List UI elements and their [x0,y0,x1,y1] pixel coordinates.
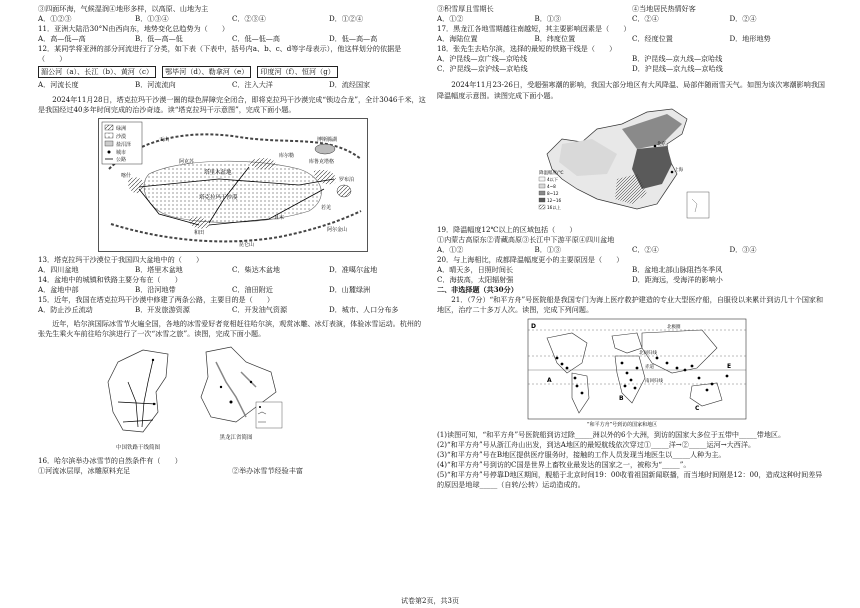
statement: ③积雪厚且雪期长 [437,4,494,13]
map-label: 罗布泊 [339,176,355,183]
railway-map [98,342,178,442]
harbin-maps [98,342,426,453]
map-label: 赤道 [645,365,654,371]
legend-label: 16以上 [547,204,561,210]
q13-stem: 13．塔克拉玛干沙漠位于我国四大盆地中的（ ） [38,254,204,264]
left-column [38,4,426,476]
q16-options [437,14,827,24]
option: D．③④ [729,244,757,254]
map-label: 库鲁克塔格 [309,158,335,165]
option: B．沪昆线—京九线—京哈线 [632,54,723,64]
q19-options [437,245,827,255]
option: A．晴天多，日照时间长 [437,264,514,274]
legend-label: 沙漠 [116,133,127,140]
map-label: C [695,405,700,413]
river-table [38,66,426,78]
option: C．低—低—高 [232,34,280,44]
option: C．经度位置 [632,34,673,44]
river-cell: 湄公河（a）、长江（b）、黄河（c） [38,66,156,78]
q21-part3: (3)“和平方舟”号在B地区提供医疗服务时，接触的工作人员发现当地医生以_____人种为主。 [437,450,726,460]
q16-stem: 16．哈尔滨举办冰雪节的自然条件有（ ） [38,455,182,465]
statement: ②举办冰雪节经验丰富 [232,466,303,476]
legend-label: 4~8 [547,183,556,189]
q20-stem: 20．与上海相比，成都降温幅度更小的主要原因是（ ） [437,254,624,264]
map-label: 喀什 [121,172,132,179]
statement: ④当地居民热情好客 [632,4,696,13]
map-label: 北极圈 [667,325,681,331]
option: A．高—低—高 [38,34,86,44]
river-cell: 印度河（f）、恒河（g） [257,66,338,78]
option: B．塔里木盆地 [135,264,183,274]
q15-options [38,305,426,315]
option: D．低—高—高 [329,34,378,44]
option: A．海陆位置 [437,34,478,44]
map-label: 南回归线 [645,379,663,385]
option: A．河流长度 [38,80,79,90]
option: C．海拔高，太阳辐射强 [437,274,514,284]
option: D．地形地势 [729,34,771,44]
map-label: 若羌 [321,204,332,211]
map-label: 阿尔金山 [327,226,348,233]
heilongjiang-map-block [186,342,286,453]
cooling-map-svg [537,104,717,222]
legend-label: 公路 [116,156,127,163]
map-label: D [531,323,536,331]
world-map [527,318,747,428]
q18-options-b [437,64,827,74]
option: C．开发油气资源 [232,304,288,314]
q21-part2: (2)“和平方舟”号从浙江舟山出发，到达A地区的最短航线依次穿过①_____洋→②_____运河→大西洋。 [437,440,756,450]
q21-part1: (1)读图可知，“和平方舟”号医院船到访过除_____洲以外的6个大洲，到访的国家大多位于五带中_____带地区。 [437,430,786,440]
option: C．沪昆线—京沪线—京哈线 [437,64,528,74]
q11-stem: 11．亚洲大陆沿30°N由西向东，地势变化总趋势为（ ） [38,24,229,34]
option: C．②④ [632,244,659,254]
map-label: E [727,363,732,371]
q21-stem: 21．（7分）“和平方舟”号医院船是我国专门为海上医疗救护建造的专业大型医疗船，自服役以来累计到访几十个国家和地区，治疗二十多万人次。读图，完成下列问题。 [437,295,824,315]
map-caption: “和平方舟”号到访的国家和地区 [587,422,658,429]
q16-statements-cont [437,4,827,14]
q21-part4: (4)“和平方舟”号到访的C国是世界上畜牧业最发达的国家之一，被称为“_____”。 [437,460,691,470]
option: D．山麓绿洲 [329,284,371,294]
q19-statement: ①内蒙古高原东②青藏高原③长江中下游平原④四川盆地 [437,234,615,244]
q14-options [38,285,426,295]
passage-cold-wave: 2024年11月23-26日，受超强寒潮的影响，我国大部分地区有大风降温、局部伴随雨雪天气。如图为该次寒潮影响我国降温幅度示意图。读图完成下面小题。 [437,80,826,100]
option: A．沪昆线—京广线—京哈线 [437,54,528,64]
railway-map-block [98,342,178,453]
option: D．城市、人口分布多 [329,304,399,314]
q12-stem-end: （ ） [38,54,67,64]
q14-stem: 14．盆地中的城镇和铁路主要分布在（ ） [38,274,182,284]
option: D．沪昆线—京九线—京哈线 [632,64,723,74]
q18-options-a [437,54,827,64]
world-map-svg [527,318,747,428]
option: C．②③④ [232,14,266,24]
option: A．①②③ [38,14,72,24]
city-label: 北京 [657,141,666,147]
map-label: 和田 [194,229,205,236]
q18-stem: 18．张先生去哈尔滨，选择的最短的铁路干线是（ ） [437,44,617,54]
option: A．①② [437,14,464,24]
section-title: 二、非选择题（共30分） [437,284,518,294]
option: B．沿河地带 [135,284,176,294]
map-label: 库尔勒 [279,152,295,159]
option: B．低—高—低 [135,34,183,44]
heilongjiang-map [186,342,286,432]
cooling-map [537,104,717,222]
taklamakan-map-svg [99,119,367,251]
passage-taklamakan: 2024年11月28日，塔克拉玛干沙漠一圈的绿色屏障完全闭合，即将克拉玛干沙漠完成“锁边合龙”，全计3046千米，这是我国经过40多年时间完成的治沙奇迹。读“塔克拉玛干示意图”，完成下面小题。 [38,94,426,114]
q17-stem: 17．黑龙江各地雪期越往南越短，其主要影响因素是（ ） [437,24,631,34]
q21-part5: (5)“和平方舟”号停靠D地区期间，舰船于北京时间19：00收看祖国新闻联播，而当地时间刚是12：00，造成这种时间差异的原因是地球_____（自转/公转）运动造成的。 [437,470,823,490]
option: B．纬度位置 [534,34,576,44]
option: B．开发旅游资源 [135,304,190,314]
option: C．油田附近 [232,284,273,294]
q20-options-a [437,265,827,275]
option: D．准噶尔盆地 [329,264,378,274]
passage-harbin: 近年，哈尔滨国际冰雪节火遍全国，各地的冰雪爱好者竞相赶往哈尔滨，观赏冰雕、冰灯表演，体验冰雪运动。杭州的张先生乘火车前往哈尔滨进行了一次“冰雪之旅”。读图，完成下面小题。 [38,319,422,339]
option: D．②④ [729,14,757,24]
q11-options [38,34,426,44]
page-footer: 试卷第2页，共3页 [401,597,459,605]
map-label: A [547,377,552,385]
q12-stem: 12．某同学将亚洲的部分河流进行了分类，如下表（下表中，括号内a、b、c、d等字母表示），他这样划分的依据是 [38,44,402,54]
heilongjiang-map-caption: 黑龙江省简图 [219,435,253,442]
legend-title: 降温幅度/℃ [539,170,564,176]
option: B．①③ [534,14,561,24]
option: B．河流流向 [135,80,176,90]
map-label: 昆仑山 [239,241,255,248]
statement: ①河流冰层厚，冰雕原料充足 [38,466,131,476]
q10-options [38,14,426,24]
option: C．注入大洋 [232,80,273,90]
river-cell: 鄂毕河（d）、勒拿河（e） [162,66,251,78]
map-label: 且末 [274,214,285,221]
q20-options-b [437,275,827,285]
option: C．②④ [632,14,659,24]
q10-statement: ③四面环海，气候湿润④地形多样，以高原、山地为主 [38,4,209,13]
q17-options [437,34,827,44]
q12-options [38,80,426,90]
map-label: 天山 [159,136,170,143]
map-label: 阿克苏 [179,158,195,165]
q15-stem: 15．近年，我国在塔克拉玛干沙漠中修建了两条公路，主要目的是（ ） [38,294,275,304]
q13-options [38,265,426,275]
legend-label: 盐沼泽 [116,141,132,148]
city-label: 上海 [674,167,683,173]
taklamakan-map [98,118,368,252]
map-label: 北回归线 [639,351,657,357]
legend-label: 12~16 [547,197,562,203]
option: D．距海远，受海洋的影响小 [632,274,723,284]
legend-label: 绿洲 [116,125,127,132]
q19-stem: 19．降温幅度12℃以上的区域包括（ ） [437,224,577,234]
map-label: 塔克拉玛干沙漠 [199,194,238,201]
option: B．①③④ [135,14,169,24]
option: A．盆地中部 [38,284,79,294]
option: A．①② [437,244,464,254]
option: B．盆地北部山脉阻挡冬季风 [632,264,723,274]
option: D．流经国家 [329,80,371,90]
legend-label: 城市 [116,149,127,156]
q16-statements [38,466,426,476]
map-label: 博斯腾湖 [317,136,338,143]
legend-label: 4以下 [547,176,559,182]
option: A．防止沙丘流动 [38,304,93,314]
option: C．柴达木盆地 [232,264,280,274]
option: A．四川盆地 [38,264,79,274]
option: D．①②④ [329,14,364,24]
right-column [437,4,827,491]
legend-label: 8~12 [547,190,559,196]
map-label: 塔里木盆地 [204,169,232,176]
railway-map-caption: 中国铁路干线简图 [115,445,160,452]
option: B．①③ [534,244,561,254]
map-label: B [619,395,624,403]
